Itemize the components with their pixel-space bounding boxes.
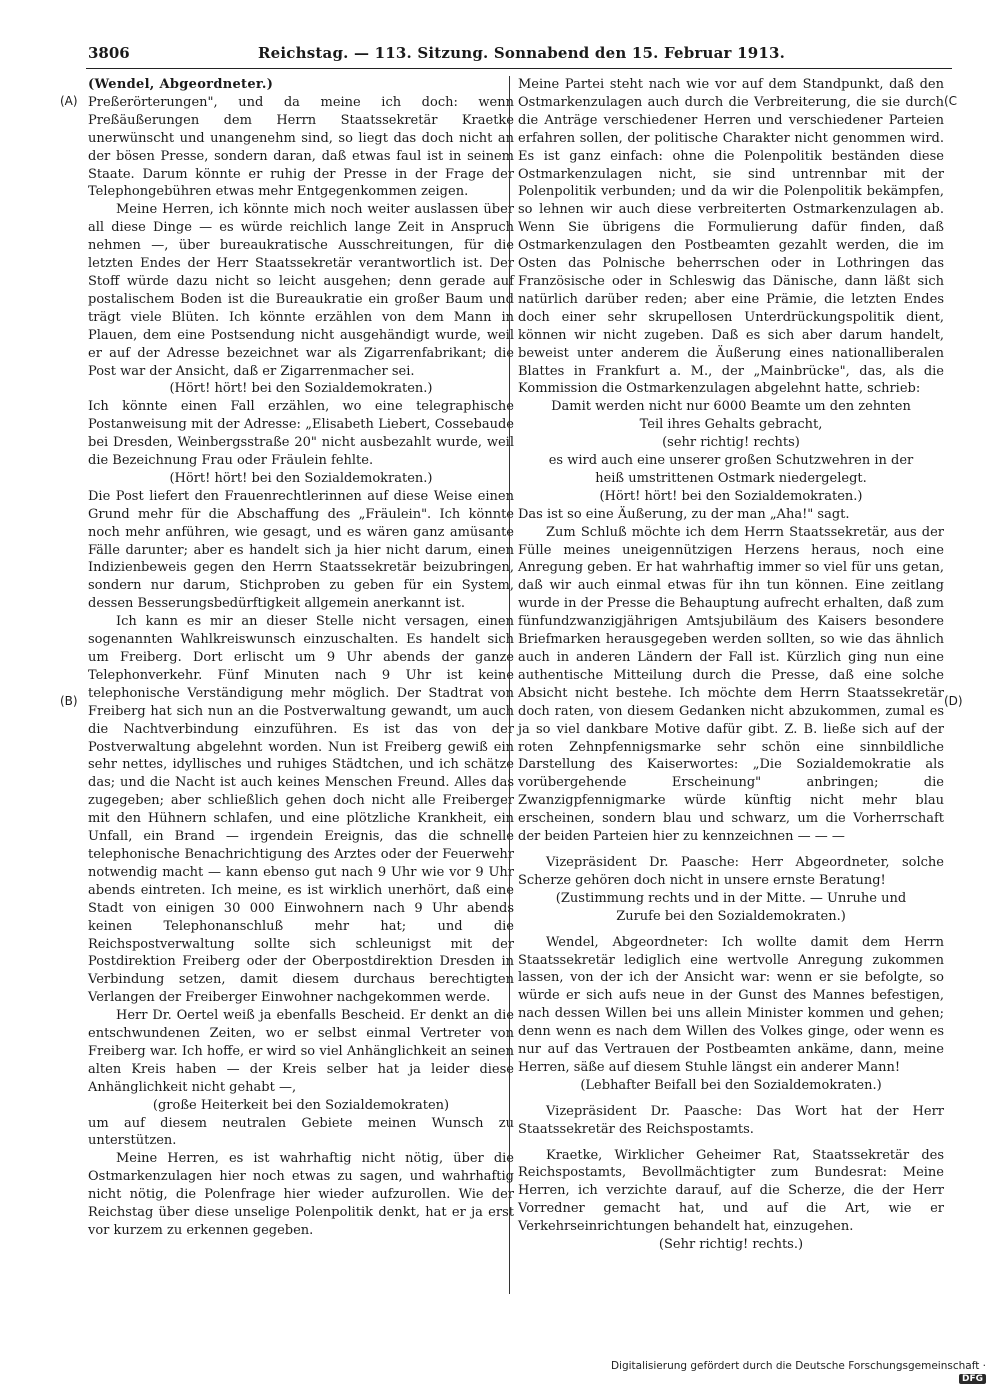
interjection: (Hört! hört! bei den Sozialdemokraten.) [169, 381, 433, 397]
paragraph: Die Post liefert den Frauenrechtlerinnen auf diese Weise einen Grund mehr für die Abschaffung des „Fräulein". Ich könnte noch mehr anführen, wie gesagt, und es wären ganz amüsante Fälle darunter; aber es handelt sich ja hier nicht darum, einen Indizienbeweis gegen den Herrn Staatssekretär beizubringen, sondern nur darum, Stichproben zu geben für ein System, dessen Besserungsbedürftigkeit allgemein anerkannt ist. [88, 488, 514, 612]
paragraph: Meine Herren, ich könnte mich noch weiter auslassen über all diese Dinge — es würde reichlich lange Zeit in Anspruch nehmen —, über bureaukratische Ausschreitungen, für die letzten Endes der Herr Staatssekretär verantwortlich ist. Der Stoff würde dazu nicht so leicht ausgehen; denn gerade auf postalischem Boden ist die Bureaukratie ein großer Baum und trägt viele Blüten. Ich könnte erzählen von dem Mann in Plauen, dem eine Postsendung nicht ausgehändigt wurde, weil er auf der Adresse bezeichnet war als Zigarrenfabrikant; die Post war der Ansicht, daß er Zigarrenmacher sei. [88, 202, 514, 379]
paragraph-spacer [518, 1095, 944, 1103]
header-rule [86, 68, 952, 69]
paragraph: um auf diesem neutralen Gebiete meinen Wunsch zu unterstützen. [88, 1115, 514, 1149]
paragraph: Wendel, Abgeordneter: Ich wollte damit dem Herrn Staatssekretär lediglich eine wertvolle Anregung zukommen lassen, von der ich der Ansicht war: wenn er sie befolgte, so würde er sich aufs neue in der Gunst des Mannes befestigen, nach dessen Willen bei uns allein Minister kommen und gehen; denn wenn es nach dem Willen des Volkes ginge, oder wenn es nur auf das Vertrauen der Postbeamten ankäme, dann, meine Herren, säße auf diesem Stuhle längst ein anderer Mann! [518, 934, 944, 1075]
paragraph: Meine Partei steht nach wie vor auf dem Standpunkt, daß den Ostmarkenzulagen auch durch die Verbreiterung, die sie durch die Anträge verschiedener Herren und verschiedener Parteien erfahren sollen, der politische Charakter nicht genommen wird. Es ist ganz einfach: ohne die Polenpolitik beständen diese Ostmarkenzulagen nicht, sie sind untrennbar mit der Polenpolitik verbunden; und da wir die Polenpolitik bekämpfen, so lehnen wir auch diese verbreiterten Ostmarkenzulagen ab. Wenn Sie übrigens die Formulierung dafür finden, daß Ostmarkenzulagen den Postbeamten gezahlt werden, die im Osten das Polnische beherrschen oder in Lothringen das Französische oder in Schleswig das Dänische, dann läßt sich natürlich darüber reden; aber eine Prämie, die letzten Endes doch einer sehr skrupellosen Unterdrückungspolitik dient, können wir nicht zugeben. Daß es sich aber darum handelt, beweist unter anderem die Äußerung eines nationalliberalen Blattes in Frankfurt a. M., der „Mainbrücke", das, als die Kommission die Ostmarkenzulagen abgelehnt hatte, schrieb: [518, 77, 944, 397]
interjection: (Hört! hört! bei den Sozialdemokraten.) [599, 488, 863, 504]
paragraph: Ich kann es mir an dieser Stelle nicht versagen, einen sogenannten Wahlkreiswunsch einzuschalten. Es handelt sich um Freiberg. Dort erlischt um 9 Uhr abends der ganze Telephonverkehr. Fünf Minuten nach 9 Uhr ist keine telephonische Verständigung mehr möglich. Der Stadtrat von Freiberg hat sich nun an die Postverwaltung gewandt, um auch die Nachtverbindung einzuführen. Es ist das von der Postverwaltung abgelehnt worden. Nun ist Freiberg gewiß ein sehr nettes, idyllisches und ruhiges Städtchen, und ich schätze das; und die Nacht ist auch keines Menschen Freund. Alles das zugegeben; aber schließlich gehen doch nicht alle Freiberger mit den Hühnern schlafen, und eine plötzliche Krankheit, ein Unfall, ein Brand — irgendein Ereignis, das die schnelle telephonische Benachrichtigung des Arztes oder der Feuerwehr notwendig macht — kann ebenso gut nach 9 Uhr wie vor 9 Uhr abends eintreten. Ich meine, es ist wirklich unerhört, daß eine Stadt von einigen 30 000 Einwohnern nach 9 Uhr abends keinen Telephonanschluß mehr hat; und die Reichspostverwaltung sollte sich schleunigst mit der Postdirektion Freiberg oder der Oberpostdirektion Dresden in Verbindung setzen, damit diesem durchaus berechtigten Verlangen der Freiberger Einwohner nachgekommen werde. [88, 614, 514, 1006]
interjection: (Lebhafter Beifall bei den Sozialdemokraten.) [580, 1077, 882, 1093]
interjection: (Sehr richtig! rechts.) [658, 1237, 804, 1253]
paragraph: Ich könnte einen Fall erzählen, wo eine telegraphische Postanweisung mit der Adresse: „Elisabeth Liebert, Cossebaude bei Dresden, Weinbergsstraße 20" nicht ausbezahlt wurde, weil die Bezeichnung Frau oder Fräulein fehlte. [88, 399, 514, 469]
paragraph: Herr Dr. Oertel weiß ja ebenfalls Bescheid. Er denkt an die entschwundenen Zeiten, wo er selbst einmal Vertreter von Freiberg war. Ich hoffe, er wird so viel Anhänglichkeit an seinen alten Kreis haben — der Kreis selber hat ja leider diese Anhänglichkeit nicht gehabt —, [88, 1008, 514, 1095]
page-header [88, 44, 948, 66]
interjection: (sehr richtig! rechts) [662, 435, 800, 451]
paragraph: Vizepräsident Dr. Paasche: Herr Abgeordneter, solche Scherze gehören doch nicht in unsere ernste Beratung! [518, 854, 944, 888]
left-column [88, 76, 514, 1240]
margin-marker-a: (A) [60, 94, 78, 108]
paragraph-spacer [518, 1139, 944, 1147]
page-number: 3806 [88, 44, 130, 62]
running-title: Reichstag. — 113. Sitzung. Sonnabend den 15. Februar 1913. [258, 44, 786, 62]
margin-marker-b: (B) [60, 694, 78, 708]
paragraph-spacer [518, 846, 944, 854]
paragraph: (Wendel, Abgeordneter.) [88, 77, 274, 92]
interjection: (große Heiterkeit bei den Sozialdemokraten) [152, 1097, 450, 1113]
right-column [518, 76, 944, 1254]
paragraph: Zum Schluß möchte ich dem Herrn Staatssekretär, aus der Fülle meines uneigennützigen Herzens heraus, noch eine Anregung geben. Er hat wahrhaftig immer so viel für uns getan, daß wir auch einmal etwas für ihn tun können. Eine zeitlang wurde in der Presse die Behauptung aufrecht erhalten, daß zum fünfundzwanzigjährigen Amtsjubiläum des Kaisers besondere Briefmarken herausgegeben werden sollten, so wie das ähnlich auch in anderen Ländern der Fall ist. Kürzlich ging nun eine authentische Mitteilung durch die Presse, daß eine solche Absicht nicht bestehe. Ich möchte dem Herrn Staatssekretär doch raten, von diesem Gedanken nicht abzukommen, zumal es ja so viel dankbare Motive dafür gibt. Z. B. ließe sich auf der roten Zehnpfennigsmarke sehr schön eine sinnbildliche Darstellung des Kaiserwortes: „Die Sozialdemokratie als vorübergehende Erscheinung" anbringen; die Zwanzigpfennigmarke würde künftig nicht mehr blau erscheinen, sondern blau und schwarz, um die Vorherrschaft der beiden Parteien hier zu kennzeichnen — — — [518, 524, 944, 845]
paragraph: Das ist so eine Äußerung, zu der man „Aha!" sagt. [518, 506, 850, 522]
column-divider [509, 76, 510, 1294]
paragraph: Preßerörterungen", und da meine ich doch: wenn Preßäußerungen dem Herrn Staatssekretär Kraetke unerwünscht und unangenehm sind, so liegt das doch nicht an der bösen Presse, sondern daran, daß etwas faul ist in seinem Staate. Darum könnte er ruhig der Presse in der Frage der Telephongebühren etwas mehr Entgegenkommen zeigen. [88, 94, 514, 200]
footer-credit: Digitalisierung gefördert durch die Deutsche Forschungsgemeinschaft · [610, 1360, 986, 1372]
margin-marker-d: (D) [944, 694, 963, 708]
paragraph: Vizepräsident Dr. Paasche: Das Wort hat der Herr Staatssekretär des Reichspostamts. [518, 1103, 944, 1137]
dfg-logo: DFG [959, 1374, 986, 1384]
interjection: (Hört! hört! bei den Sozialdemokraten.) [169, 470, 433, 486]
paragraph: es wird auch eine unserer großen Schutzwehren in der heiß umstrittenen Ostmark niedergelegt. [548, 453, 914, 486]
paragraph: Kraetke, Wirklicher Geheimer Rat, Staatssekretär des Reichspostamts, Bevollmächtigter zum Bundesrat: Meine Herren, ich verzichte darauf, auf die Scherze, die der Herr Vorredner gemacht hat, und auf die Art, wie er Verkehrseinrichtungen behandelt hat, einzugehen. [518, 1147, 944, 1235]
paragraph: (Zustimmung rechts und in der Mitte. — Unruhe und Zurufe bei den Sozialdemokraten.) [555, 890, 907, 924]
footer [606, 1360, 986, 1384]
margin-marker-c: (C [944, 94, 958, 108]
paragraph-spacer [518, 926, 944, 934]
paragraph: Meine Herren, es ist wahrhaftig nicht nötig, über die Ostmarkenzulagen hier noch etwas zu sagen, und wahrhaftig nicht nötig, die Polenfrage hier wieder aufzurollen. Wie der Reichstag über diese unselige Polenpolitik denkt, hat er ja erst vor kurzem zu erkennen gegeben. [88, 1151, 514, 1238]
paragraph: Damit werden nicht nur 6000 Beamte um den zehnten Teil ihres Gehalts gebracht, [551, 399, 911, 433]
